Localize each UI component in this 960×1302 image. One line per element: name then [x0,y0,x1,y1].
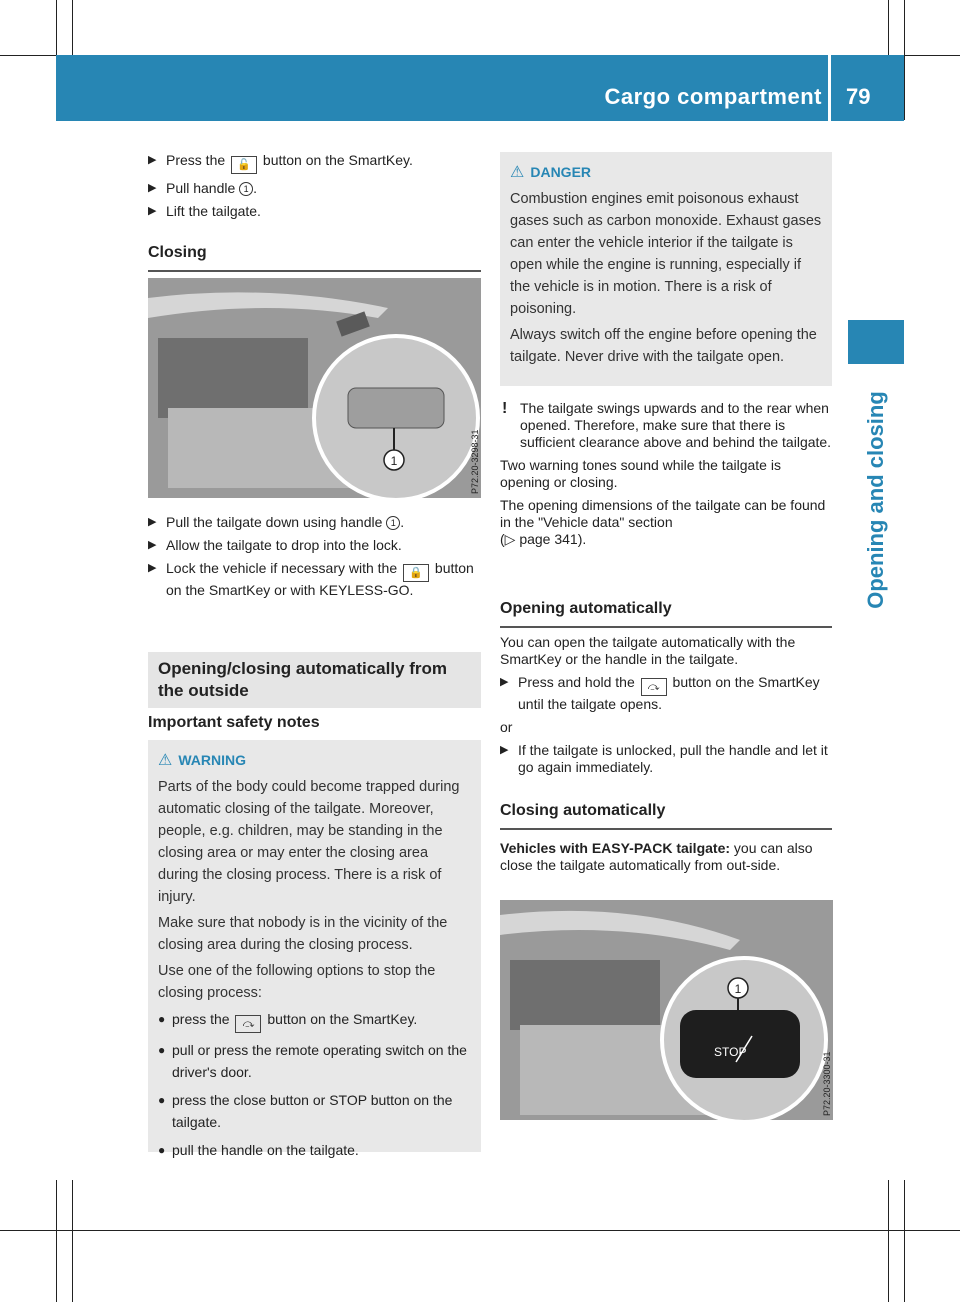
warning-bullet: ● press the close button or STOP button on the tailgate. [158,1089,471,1133]
crop-mark [72,1180,73,1302]
arrow-icon: ▶ [148,539,157,551]
closing-heading: Closing [148,244,481,272]
closing-auto-content [500,840,832,880]
warning-bullet: ● pull the handle on the tailgate. [158,1139,471,1161]
warning-triangle-icon: ⚠ [158,752,173,769]
header-divider [828,55,831,121]
tailgate-icon: ⤼ [235,1015,261,1033]
image2-callout: 1 [734,982,742,996]
danger-paragraph: Combustion engines emit poisonous exhaust gases such as carbon monoxide. Exhaust gases can enter the vehicle interior if the tailgate is open while the engine is running, especially if the vehicle is in motion. There is a risk of poisoning. [510,191,822,317]
arrow-icon: ▶ [148,562,157,574]
opening-intro: You can open the tailgate automatically with the SmartKey or the handle in the tailgate. [500,634,796,667]
warning-paragraph: Make sure that nobody is in the vicinity of the closing area during the closing process. [158,915,448,953]
lock-icon: 🔒 [403,564,429,582]
image1-callout: 1 [390,454,398,468]
opening-content [500,634,832,782]
tailgate-icon: ⤼ [641,678,667,696]
arrow-icon: ▶ [148,182,157,194]
note: ! The tailgate swings upwards and to the rear when opened. Therefore, make sure that there is sufficient clearance above and behind the tailgate. [502,400,832,450]
step-allow-drop: ▶ Allow the tailgate to drop into the lock. [148,537,402,553]
warning-bullet: ● pull or press the remote operating switch on the driver's door. [158,1039,471,1083]
note-mark-icon: ! [502,400,508,417]
crop-mark [56,1180,57,1302]
callout-number: 1 [239,182,253,196]
or-text: or [500,719,513,735]
image2-code: P72.20-3300-31 [822,1051,832,1116]
left-steps-after-image [148,514,481,605]
bullet-icon: ● [158,1043,166,1057]
chapter-label: Opening and closing [863,391,888,609]
dimensions-paragraph: The opening dimensions of the tailgate can be found in the "Vehicle data" section (▷ page 341). [500,497,826,547]
page-title: Cargo compartment [604,84,822,109]
step-pull-down: ▶ Pull the tailgate down using handle 1 . [148,514,405,530]
warning-paragraph: Parts of the body could become trapped during automatic closing of the tailgate. Moreover, people, e.g. children, may be standing in the closing area or may enter the closing area during the closing process. There is a risk of injury. [158,779,460,905]
danger-box [500,152,832,386]
chapter-tab [848,320,904,364]
tailgate-stop-button-image [500,900,833,1120]
danger-paragraph: Always switch off the engine before opening the tailgate. Never drive with the tailgate open. [510,327,817,365]
page-reference-link[interactable]: (▷ page 341). [500,531,587,547]
bullet-icon: ● [158,1093,166,1107]
arrow-icon: ▶ [500,744,509,756]
step-press-unlock: ▶ Press the 🔓 button on the SmartKey. [148,152,481,174]
crop-mark [904,0,905,120]
closing-auto-paragraph: Vehicles with EASY-PACK tailgate: you can also close the tailgate automatically from out-side. [500,840,813,873]
callout-number: 1 [386,516,400,530]
unlock-icon: 🔓 [231,156,257,174]
left-column [148,152,481,226]
warning-triangle-icon: ⚠ [510,164,525,181]
arrow-icon: ▶ [148,154,157,166]
arrow-icon: ▶ [500,676,509,688]
crop-mark [888,1180,889,1302]
warning-title: ⚠ WARNING [158,752,247,769]
step-pull-handle-unlocked: ▶ If the tailgate is unlocked, pull the handle and let it go again immediately. [500,742,828,775]
step-lift-tailgate: ▶ Lift the tailgate. [148,203,261,219]
page-number: 79 [846,84,871,109]
crop-mark [904,1180,905,1302]
right-notes [500,400,832,554]
step-lock-vehicle: ▶ Lock the vehicle if necessary with the 🔒 button on the SmartKey or with KEYLESS-GO. [148,560,474,598]
arrow-icon: ▶ [148,516,157,528]
image1-code: P72.20-3298-31 [470,429,480,494]
stop-button-label: STOP [714,1045,747,1059]
tailgate-handle-image [148,278,481,498]
section-heading: Opening/closing automatically from the outside [148,652,481,708]
warning-box [148,740,481,1158]
warning-bullet: ● press the ⤼ button on the SmartKey. [158,1008,471,1033]
crop-mark [0,1230,960,1231]
bullet-icon: ● [158,1143,166,1157]
tailgate-handle-illustration [148,278,481,498]
tones-paragraph: Two warning tones sound while the tailgate is opening or closing. [500,457,781,490]
bullet-icon: ● [158,1012,166,1026]
arrow-icon: ▶ [148,205,157,217]
safety-heading: Important safety notes [148,714,481,742]
danger-title: ⚠ DANGER [510,164,592,181]
warning-paragraph: Use one of the following options to stop the closing process: [158,963,436,1001]
step-pull-handle: ▶ Pull handle 1 . [148,180,258,196]
closing-auto-heading: Closing automatically [500,802,832,830]
tailgate-stop-illustration [500,900,833,1120]
step-press-hold: ▶ Press and hold the ⤼ button on the SmartKey until the tailgate opens. [500,674,820,712]
opening-heading: Opening automatically [500,600,832,628]
